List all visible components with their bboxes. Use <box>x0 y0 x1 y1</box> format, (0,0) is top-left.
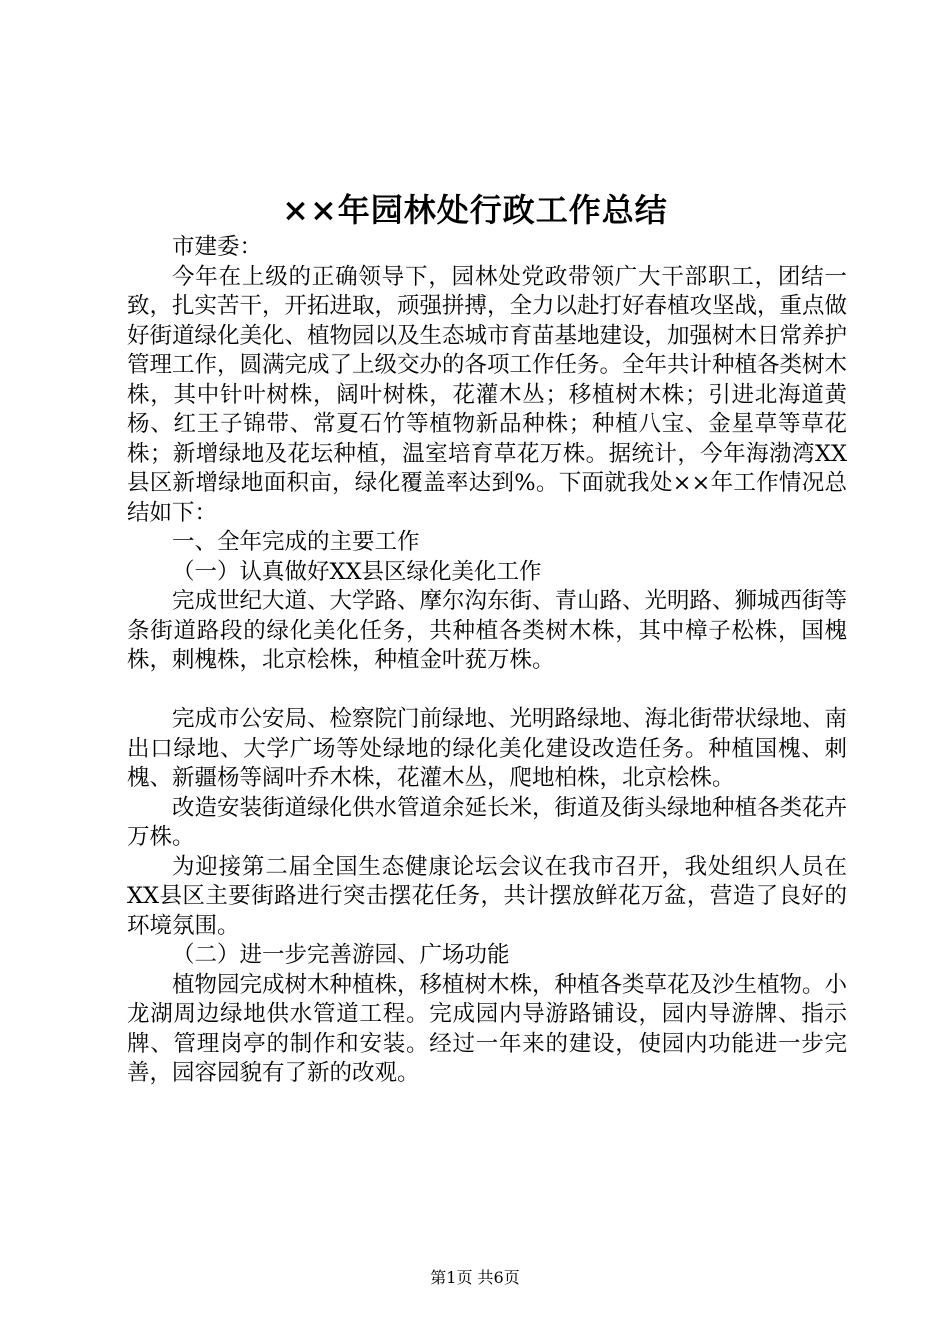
intro-paragraph: 今年在上级的正确领导下，园林处党政带领广大干部职工，团结一致，扎实苦干，开拓进取，顽强拼搏，全力以赴打好春植攻坚战，重点做好街道绿化美化、植物园以及生态城市育苗基地建设，加强树木日常养护管理工作，圆满完成了上级交办的各项工作任务。全年共计种植各类树木株，其中针叶树株，阔叶树株，花灌木丛；移植树木株；引进北海道黄杨、红王子锦带、常夏石竹等植物新品种株；种植八宝、金星草等草花株；新增绿地及花坛种植，温室培育草花万株。据统计，今年海渤湾XX县区新增绿地面积亩，绿化覆盖率达到%。下面就我处××年工作情况总结如下： <box>127 263 848 526</box>
subsection-heading: （一）认真做好XX县区绿化美化工作 <box>172 558 542 585</box>
subsection-heading: （二）进一步完善游园、广场功能 <box>172 942 510 968</box>
body-paragraph: 植物园完成树木种植株，移植树木株，种植各类草花及沙生植物。小龙湖周边绿地供水管道工程。完成园内导游路铺设，园内导游牌、指示牌、管理岗亭的制作和安装。经过一年来的建设，使园内功能进一步完善，园容园貌有了新的改观。 <box>127 971 848 1086</box>
document-title: ××年园林处行政工作总结 <box>282 191 668 229</box>
body-paragraph: 为迎接第二届全国生态健康论坛会议在我市召开，我处组织人员在XX县区主要街路进行突击摆花任务，共计摆放鲜花万盆，营造了良好的环境氛围。 <box>127 853 847 939</box>
body-paragraph: 完成世纪大道、大学路、摩尔沟东街、青山路、光明路、狮城西街等条街道路段的绿化美化任务，共种植各类树木株，其中樟子松株，国槐株，刺槐株，北京桧株，种植金叶莸万株。 <box>127 588 848 673</box>
salutation: 市建委： <box>172 234 263 260</box>
body-paragraph: 完成市公安局、检察院门前绿地、光明路绿地、海北街带状绿地、南出口绿地、大学广场等处绿地的绿化美化建设改造任务。种植国槐、刺槐、新疆杨等阔叶乔木株，花灌木丛，爬地柏株，北京桧株。 <box>127 706 848 791</box>
page-footer: 第1页 共6页 <box>430 1268 520 1287</box>
section-heading: 一、全年完成的主要工作 <box>172 529 420 555</box>
document-body <box>127 233 847 1089</box>
body-paragraph: 改造安装街道绿化供水管道余延长米，街道及街头绿地种植各类花卉万株。 <box>127 794 848 850</box>
